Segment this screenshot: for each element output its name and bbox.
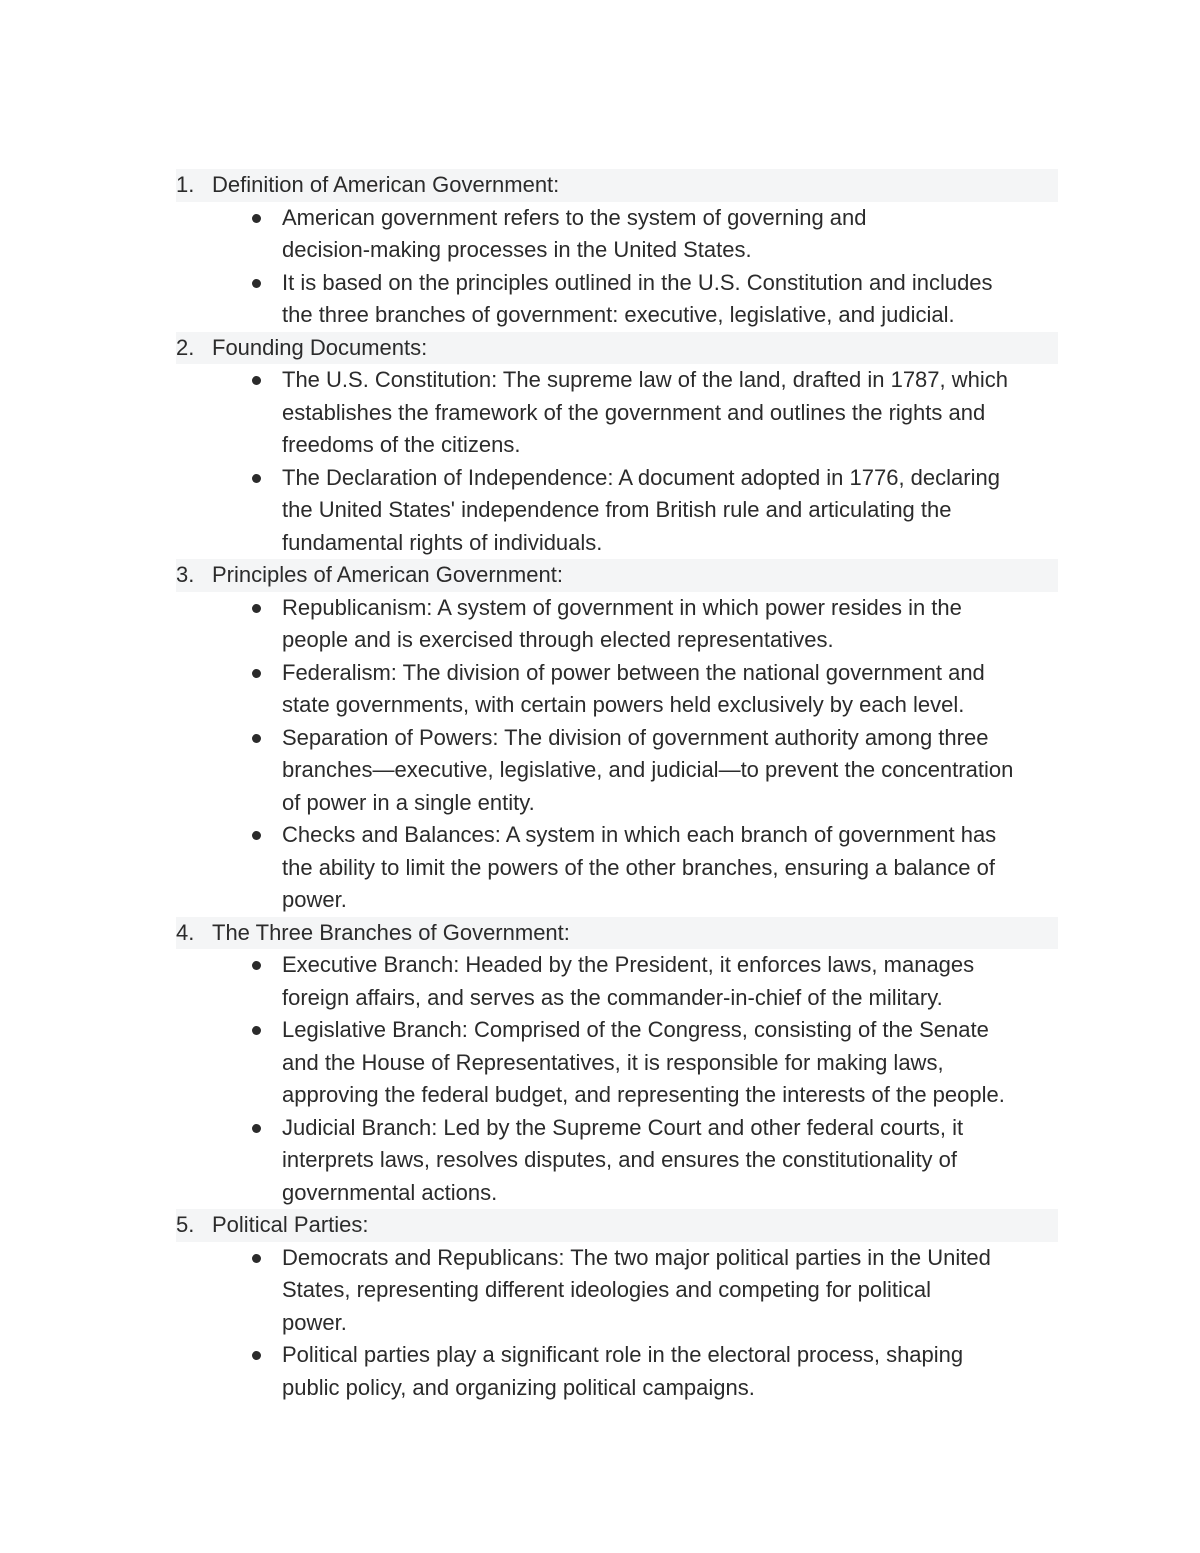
section-number: 4. bbox=[176, 919, 195, 945]
bullet-text-line: freedoms of the citizens. bbox=[282, 432, 521, 457]
bullet-dot-icon bbox=[252, 279, 261, 288]
bullet-item bbox=[176, 819, 1058, 917]
bullet-text-line: The U.S. Constitution: The supreme law of the land, drafted in 1787, which bbox=[282, 367, 1008, 392]
bullet-item bbox=[176, 949, 1058, 1014]
bullet-text-line: States, representing different ideologies and competing for political bbox=[282, 1277, 931, 1302]
section-number: 3. bbox=[176, 562, 195, 587]
section-heading bbox=[176, 559, 1058, 592]
bullet-item bbox=[176, 657, 1058, 722]
section-heading-text: Founding Documents: bbox=[212, 334, 428, 360]
bullet-item bbox=[176, 592, 1058, 657]
bullet-text-line: Judicial Branch: Led by the Supreme Court and other federal courts, it bbox=[282, 1114, 964, 1140]
bullet-text-line: Democrats and Republicans: The two major political parties in the United bbox=[282, 1244, 991, 1270]
bullet-text-line: and the House of Representatives, it is responsible for making laws, bbox=[282, 1049, 944, 1075]
bullet-dot-icon bbox=[252, 214, 261, 223]
bullet-item bbox=[176, 1112, 1058, 1210]
bullet-dot-icon bbox=[252, 831, 261, 840]
bullet-text-line: governmental actions. bbox=[282, 1179, 498, 1205]
bullet-text-line: Political parties play a significant role in the electoral process, shaping bbox=[282, 1342, 964, 1367]
bullet-text-line: Legislative Branch: Comprised of the Congress, consisting of the Senate bbox=[282, 1017, 989, 1042]
bullet-dot-icon bbox=[252, 669, 261, 678]
bullet-text-line: establishes the framework of the government and outlines the rights and bbox=[282, 399, 986, 425]
bullet-list bbox=[176, 1242, 1058, 1405]
outline-section bbox=[176, 1209, 1058, 1404]
section-heading bbox=[176, 332, 1058, 365]
section-heading-text: The Three Branches of Government: bbox=[212, 919, 570, 945]
bullet-dot-icon bbox=[252, 1351, 261, 1360]
bullet-dot-icon bbox=[252, 1254, 261, 1263]
bullet-text-line: Federalism: The division of power between the national government and bbox=[282, 659, 985, 685]
bullet-item bbox=[176, 722, 1058, 820]
bullet-text-line: Republicanism: A system of government in which power resides in the bbox=[282, 594, 962, 620]
section-heading bbox=[176, 169, 1058, 202]
bullet-text-line: American government refers to the system of governing and bbox=[282, 204, 867, 230]
outline-section bbox=[176, 917, 1058, 1210]
bullet-dot-icon bbox=[252, 474, 261, 483]
bullet-item bbox=[176, 462, 1058, 560]
bullet-list bbox=[176, 592, 1058, 917]
bullet-text-line: the ability to limit the powers of the other branches, ensuring a balance of bbox=[282, 854, 995, 880]
bullet-text-line: the three branches of government: executive, legislative, and judicial. bbox=[282, 302, 955, 327]
bullet-text-line: decision-making processes in the United States. bbox=[282, 237, 752, 262]
bullet-dot-icon bbox=[252, 1026, 261, 1035]
bullet-text-line: power. bbox=[282, 1309, 347, 1335]
bullet-text-line: interprets laws, resolves disputes, and ensures the constitutionality of bbox=[282, 1147, 958, 1172]
bullet-dot-icon bbox=[252, 734, 261, 743]
section-heading bbox=[176, 1209, 1058, 1242]
section-number: 2. bbox=[176, 334, 195, 360]
outline-section bbox=[176, 559, 1058, 917]
bullet-dot-icon bbox=[252, 1124, 261, 1133]
bullet-text-line: branches—executive, legislative, and judicial—to prevent the concentration bbox=[282, 757, 1014, 782]
section-number: 5. bbox=[176, 1212, 195, 1237]
bullet-list bbox=[176, 364, 1058, 559]
section-heading bbox=[176, 917, 1058, 950]
bullet-text-line: the United States' independence from British rule and articulating the bbox=[282, 497, 952, 522]
bullet-item bbox=[176, 1014, 1058, 1112]
bullet-dot-icon bbox=[252, 376, 261, 385]
bullet-dot-icon bbox=[252, 961, 261, 970]
section-heading-text: Political Parties: bbox=[212, 1212, 369, 1237]
bullet-list bbox=[176, 949, 1058, 1209]
bullet-text-line: power. bbox=[282, 887, 347, 912]
bullet-item bbox=[176, 364, 1058, 462]
bullet-item bbox=[176, 267, 1058, 332]
bullet-list bbox=[176, 202, 1058, 332]
bullet-text-line: Separation of Powers: The division of government authority among three bbox=[282, 724, 989, 750]
outline-list bbox=[176, 169, 1058, 1404]
section-heading-text: Principles of American Government: bbox=[212, 562, 563, 587]
bullet-text-line: It is based on the principles outlined in the U.S. Constitution and includes bbox=[282, 269, 993, 295]
bullet-item bbox=[176, 202, 1058, 267]
bullet-item bbox=[176, 1339, 1058, 1404]
bullet-item bbox=[176, 1242, 1058, 1340]
bullet-text-line: Executive Branch: Headed by the President, it enforces laws, manages bbox=[282, 952, 975, 977]
section-heading-text: Definition of American Government: bbox=[212, 172, 560, 197]
bullet-text-line: people and is exercised through elected representatives. bbox=[282, 627, 834, 652]
bullet-dot-icon bbox=[252, 604, 261, 613]
section-number: 1. bbox=[176, 172, 195, 197]
outline-section bbox=[176, 332, 1058, 560]
bullet-text-line: The Declaration of Independence: A document adopted in 1776, declaring bbox=[282, 464, 1000, 490]
outline-section bbox=[176, 169, 1058, 332]
bullet-text-line: public policy, and organizing political campaigns. bbox=[282, 1374, 755, 1400]
bullet-text-line: foreign affairs, and serves as the commander-in-chief of the military. bbox=[282, 984, 943, 1010]
bullet-text-line: Checks and Balances: A system in which each branch of government has bbox=[282, 822, 997, 847]
bullet-text-line: approving the federal budget, and representing the interests of the people. bbox=[282, 1082, 1005, 1107]
bullet-text-line: of power in a single entity. bbox=[282, 789, 535, 815]
bullet-text-line: state governments, with certain powers held exclusively by each level. bbox=[282, 692, 965, 717]
bullet-text-line: fundamental rights of individuals. bbox=[282, 529, 603, 555]
